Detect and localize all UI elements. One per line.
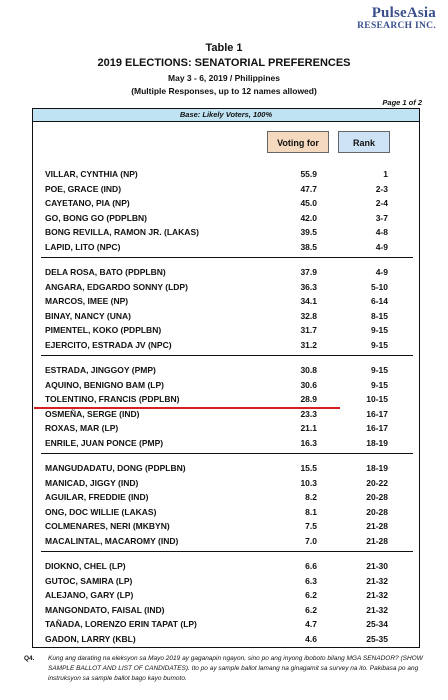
rank-range: 21-32 [366, 575, 388, 586]
candidate-name: ANGARA, EDGARDO SONNY (LDP) [45, 281, 188, 292]
table-row [33, 617, 419, 631]
candidate-name: ALEJANO, GARY (LP) [45, 590, 134, 600]
rank-range: 3-7 [375, 212, 388, 223]
table-row [33, 378, 419, 392]
rank-range: 4-9 [375, 241, 388, 252]
candidate-name: DELA ROSA, BATO (PDPLBN) [45, 267, 166, 277]
rank-range: 21-28 [366, 535, 388, 546]
candidate-name: EJERCITO, ESTRADA JV (NPC) [45, 339, 172, 350]
voting-percentage: 34.1 [300, 296, 317, 306]
voting-percentage: 32.8 [300, 310, 317, 321]
question-text: Kung ang darating na eleksyon sa Mayo 2019 ay gaganapin ngayon, sino po ang inyong iboboto bilang MGA SENADOR? (SHOW SAMPLE BALLOT AND LIST OF CANDIDATES). Ito po ay sample ballot lamang na ginagamit sa survey na ito. Pakibasa po ang instruksyon sa sample ballot bago kayo bumoto. [48, 655, 423, 682]
table-row [33, 632, 419, 646]
voting-percentage: 4.6 [305, 633, 317, 644]
candidate-name: DIOKNO, CHEL (LP) [45, 561, 126, 571]
rank-range: 18-19 [366, 463, 388, 473]
candidate-name: POE, GRACE (IND) [45, 183, 122, 194]
rank-range: 20-22 [366, 477, 388, 488]
voting-percentage: 42.0 [300, 212, 317, 223]
group-separator [41, 355, 413, 356]
voting-percentage: 6.6 [305, 561, 317, 571]
voting-percentage: 8.2 [305, 492, 317, 502]
survey-dates: May 3 - 6, 2019 / Philippines [168, 73, 280, 83]
rank-range: 16-17 [366, 423, 388, 433]
table-row [33, 323, 419, 337]
table-row [33, 167, 419, 181]
logo-name: PulseAsia [371, 5, 436, 21]
voting-percentage: 30.8 [300, 365, 317, 375]
voting-percentage: 38.5 [300, 241, 317, 252]
rank-range: 4-8 [375, 227, 388, 237]
candidate-name: GUTOC, SAMIRA (LP) [45, 575, 133, 586]
table-row [33, 363, 419, 377]
candidate-name: COLMENARES, NERI (MKBYN) [45, 521, 170, 531]
table-row [33, 534, 419, 548]
voting-percentage: 31.2 [300, 339, 317, 350]
candidate-name: BONG REVILLA, RAMON JR. (LAKAS) [45, 227, 199, 237]
table-row [33, 196, 419, 210]
table-row [33, 280, 419, 294]
voting-percentage: 6.2 [305, 604, 317, 615]
table-row [33, 461, 419, 475]
rank-range: 20-28 [366, 492, 388, 502]
candidate-name: MANGUDADATU, DONG (PDPLBN) [45, 463, 186, 473]
rank-range: 9-15 [370, 365, 388, 375]
rank-range: 5-10 [370, 281, 388, 292]
table-row [33, 603, 419, 617]
results-table [32, 108, 420, 648]
candidate-name: TAÑADA, LORENZO ERIN TAPAT (LP) [45, 619, 197, 629]
rank-range: 21-32 [366, 604, 388, 615]
rank-range: 21-32 [366, 590, 388, 600]
table-row [33, 225, 419, 239]
rank-range: 9-15 [370, 325, 388, 335]
candidate-name: ROXAS, MAR (LP) [45, 423, 119, 433]
voting-percentage: 36.3 [300, 281, 317, 292]
candidate-name: TOLENTINO, FRANCIS (PDPLBN) [45, 394, 180, 404]
pulse-asia-logo [357, 6, 436, 32]
rank-range: 6-14 [370, 296, 388, 306]
table-row [33, 421, 419, 435]
table-row [33, 294, 419, 308]
voting-percentage: 45.0 [300, 198, 317, 208]
table-row [33, 338, 419, 352]
candidate-name: OSMEÑA, SERGE (IND) [45, 408, 140, 419]
candidate-name: LAPID, LITO (NPC) [45, 241, 121, 252]
candidate-name: CAYETANO, PIA (NP) [45, 198, 130, 208]
voting-percentage: 37.9 [300, 267, 317, 277]
table-row [33, 490, 419, 504]
candidate-name: AQUINO, BENIGNO BAM (LP) [45, 379, 164, 390]
rank-range: 25-35 [366, 633, 388, 644]
voting-percentage: 15.5 [300, 463, 317, 473]
candidate-name: MANGONDATO, FAISAL (IND) [45, 604, 165, 615]
candidate-name: PIMENTEL, KOKO (PDPLBN) [45, 325, 162, 335]
candidate-name: AGUILAR, FREDDIE (IND) [45, 492, 149, 502]
table-row [33, 588, 419, 602]
table-row [33, 309, 419, 323]
voting-percentage: 39.5 [300, 227, 317, 237]
voting-percentage: 4.7 [305, 619, 317, 629]
voting-percentage: 47.7 [300, 183, 317, 194]
rank-range: 2-3 [375, 183, 388, 194]
voting-percentage: 28.9 [300, 394, 317, 404]
voting-percentage: 55.9 [300, 169, 317, 179]
rank-range: 9-15 [370, 339, 388, 350]
voting-percentage: 8.1 [305, 506, 317, 517]
page-indicator: Page 1 of 2 [382, 98, 422, 107]
voting-percentage: 21.1 [300, 423, 317, 433]
voting-percentage: 6.3 [305, 575, 317, 586]
table-row [33, 436, 419, 450]
voting-percentage: 30.6 [300, 379, 317, 390]
candidate-name: GADON, LARRY (KBL) [45, 633, 136, 644]
candidate-name: BINAY, NANCY (UNA) [45, 310, 131, 321]
rank-header: Rank [338, 131, 390, 153]
voting-percentage: 10.3 [300, 477, 317, 488]
rank-range: 2-4 [375, 198, 388, 208]
voting-for-header: Voting for [267, 131, 329, 153]
table-row [33, 505, 419, 519]
table-row [33, 392, 419, 406]
table-row [33, 519, 419, 533]
rank-range: 1 [383, 169, 388, 179]
group-separator [41, 453, 413, 454]
candidate-name: MACALINTAL, MACAROMY (IND) [45, 535, 179, 546]
table-row [33, 211, 419, 225]
rank-range: 10-15 [366, 394, 388, 404]
logo-subtitle: RESEARCH INC. [357, 21, 436, 31]
voting-percentage: 31.7 [300, 325, 317, 335]
candidate-name: MARCOS, IMEE (NP) [45, 296, 129, 306]
voting-percentage: 7.0 [305, 535, 317, 546]
group-separator [41, 551, 413, 552]
table-row [33, 182, 419, 196]
voting-percentage: 23.3 [300, 408, 317, 419]
table-row [33, 574, 419, 588]
table-row [33, 265, 419, 279]
candidate-name: MANICAD, JIGGY (IND) [45, 477, 139, 488]
table-row [33, 559, 419, 573]
base-band: Base: Likely Voters, 100% [33, 109, 419, 122]
voting-percentage: 6.2 [305, 590, 317, 600]
table-row [33, 240, 419, 254]
rank-range: 4-9 [375, 267, 388, 277]
table-title: 2019 ELECTIONS: SENATORIAL PREFERENCES [97, 57, 351, 69]
rank-range: 16-17 [366, 408, 388, 419]
rank-range: 9-15 [370, 379, 388, 390]
rank-range: 8-15 [370, 310, 388, 321]
candidate-name: GO, BONG GO (PDPLBN) [45, 212, 147, 223]
candidate-name: ONG, DOC WILLIE (LAKAS) [45, 506, 157, 517]
candidate-name: VILLAR, CYNTHIA (NP) [45, 169, 138, 179]
table-number: Table 1 [205, 42, 243, 54]
rank-range: 25-34 [366, 619, 388, 629]
voting-percentage: 16.3 [300, 437, 317, 448]
rank-range: 21-30 [366, 561, 388, 571]
candidate-name: ENRILE, JUAN PONCE (PMP) [45, 437, 164, 448]
voting-percentage: 7.5 [305, 521, 317, 531]
cutoff-line [34, 407, 340, 409]
question-label: Q4. [24, 655, 35, 662]
rank-range: 21-28 [366, 521, 388, 531]
table-row [33, 476, 419, 490]
rank-range: 18-19 [366, 437, 388, 448]
candidate-name: ESTRADA, JINGGOY (PMP) [45, 365, 156, 375]
rank-range: 20-28 [366, 506, 388, 517]
response-note: (Multiple Responses, up to 12 names allowed) [131, 86, 317, 96]
group-separator [41, 257, 413, 258]
